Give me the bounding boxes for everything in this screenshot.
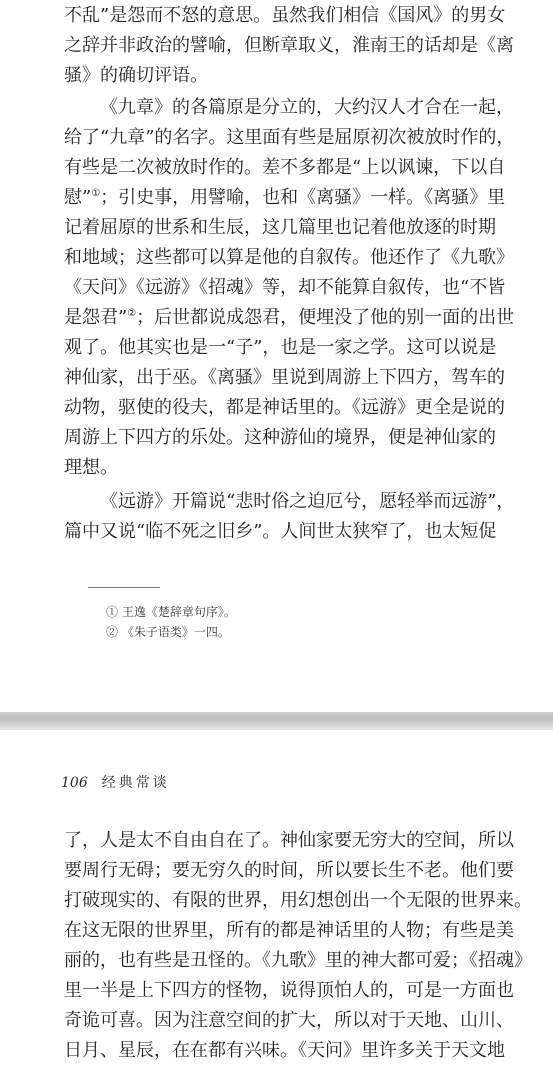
body-text-line: 动物，驱使的役夫，都是神话里的。《远游》更全是说的 xyxy=(64,397,505,418)
body-text-line: 要周行无碍；要无穷久的时间，所以要长生不老。他们要 xyxy=(64,860,514,881)
body-text-line: 不乱”是怨而不怒的意思。虽然我们相信《国风》的男女 xyxy=(64,5,506,26)
footnote-divider xyxy=(88,587,160,588)
body-text-line: 丽的，也有些是丑怪的。《九歌》里的神大都可爱；《招魂》 xyxy=(64,950,532,971)
body-text-line: 日月、星辰，在在都有兴味。《天问》里许多关于天文地 xyxy=(64,1040,505,1061)
body-text-line xyxy=(64,306,514,333)
page-gap xyxy=(0,712,553,730)
footnote: ① 王逸《楚辞章句序》。 xyxy=(106,605,236,619)
body-text-line: 骚》的确切评语。 xyxy=(64,65,208,86)
body-text-line: 奇诡可喜。因为注意空间的扩大，所以对于天地、山川、 xyxy=(64,1010,514,1031)
running-title: 经典常谈 xyxy=(101,775,170,791)
body-text-line: 《远游》开篇说“悲时俗之迫厄兮，愿轻举而远游”， xyxy=(100,491,515,512)
body-text-line: 之辞并非政治的譬喻，但断章取义，淮南王的话却是《离 xyxy=(64,35,514,56)
body-text-line: 神仙家，出于巫。《离骚》里说到周游上下四方，驾车的 xyxy=(64,367,505,388)
page-number: 106 xyxy=(61,775,88,791)
body-text-line: 记着屈原的世系和生辰，这几篇里也记着他放逐的时期 xyxy=(64,217,496,238)
body-text-line: 周游上下四方的乐处。这种游仙的境界，便是神仙家的 xyxy=(64,427,496,448)
body-text-line: 《九章》的各篇原是分立的，大约汉人才合在一起， xyxy=(100,97,514,118)
body-text-line: 有些是二次被放时作的。差不多都是“上以讽谏，下以自 xyxy=(64,157,506,178)
body-text-line: 里一半是上下四方的怪物，说得顶怕人的，可是一方面也 xyxy=(64,980,514,1001)
book-page-bottom xyxy=(0,730,553,1080)
footnote-marker: ② xyxy=(127,308,137,319)
body-text-line: 了，人是太不自由自在了。神仙家要无穷大的空间，所以 xyxy=(64,830,514,851)
body-text-line: 打破现实的、有限的世界，用幻想创出一个无限的世界来。 xyxy=(64,890,532,911)
footnote-marker: ① xyxy=(91,188,101,199)
body-text-line: 给了“九章”的名字。这里面有些是屈原初次被放时作的， xyxy=(64,127,515,148)
footnote: ② 《朱子语类》一四。 xyxy=(106,625,230,639)
running-header xyxy=(61,774,170,792)
text-segment: ；引史事，用譬喻，也和《离骚》一样。《离骚》里 xyxy=(100,187,506,208)
body-text-line: 在这无限的世界里，所有的都是神话里的人物；有些是美 xyxy=(64,920,514,941)
text-segment: 是怨君” xyxy=(64,307,128,328)
body-text-line: 篇中又说“临不死之旧乡”。人间世太狭窄了，也太短促 xyxy=(64,521,497,542)
text-segment: 慰” xyxy=(64,187,92,208)
body-text-line: 《天问》《远游》《招魂》等，却不能算自叙传，也“不皆 xyxy=(64,277,506,298)
body-text-line: 和地域；这些都可以算是他的自叙传。他还作了《九歌》 xyxy=(64,247,514,268)
body-text-line xyxy=(64,186,505,213)
text-segment: ；后世都说成怨君，便埋没了他的别一面的出世 xyxy=(136,307,515,328)
body-text-line: 理想。 xyxy=(64,457,118,478)
body-text-line: 观了。他其实也是一“子”，也是一家之学。这可以说是 xyxy=(64,337,497,358)
